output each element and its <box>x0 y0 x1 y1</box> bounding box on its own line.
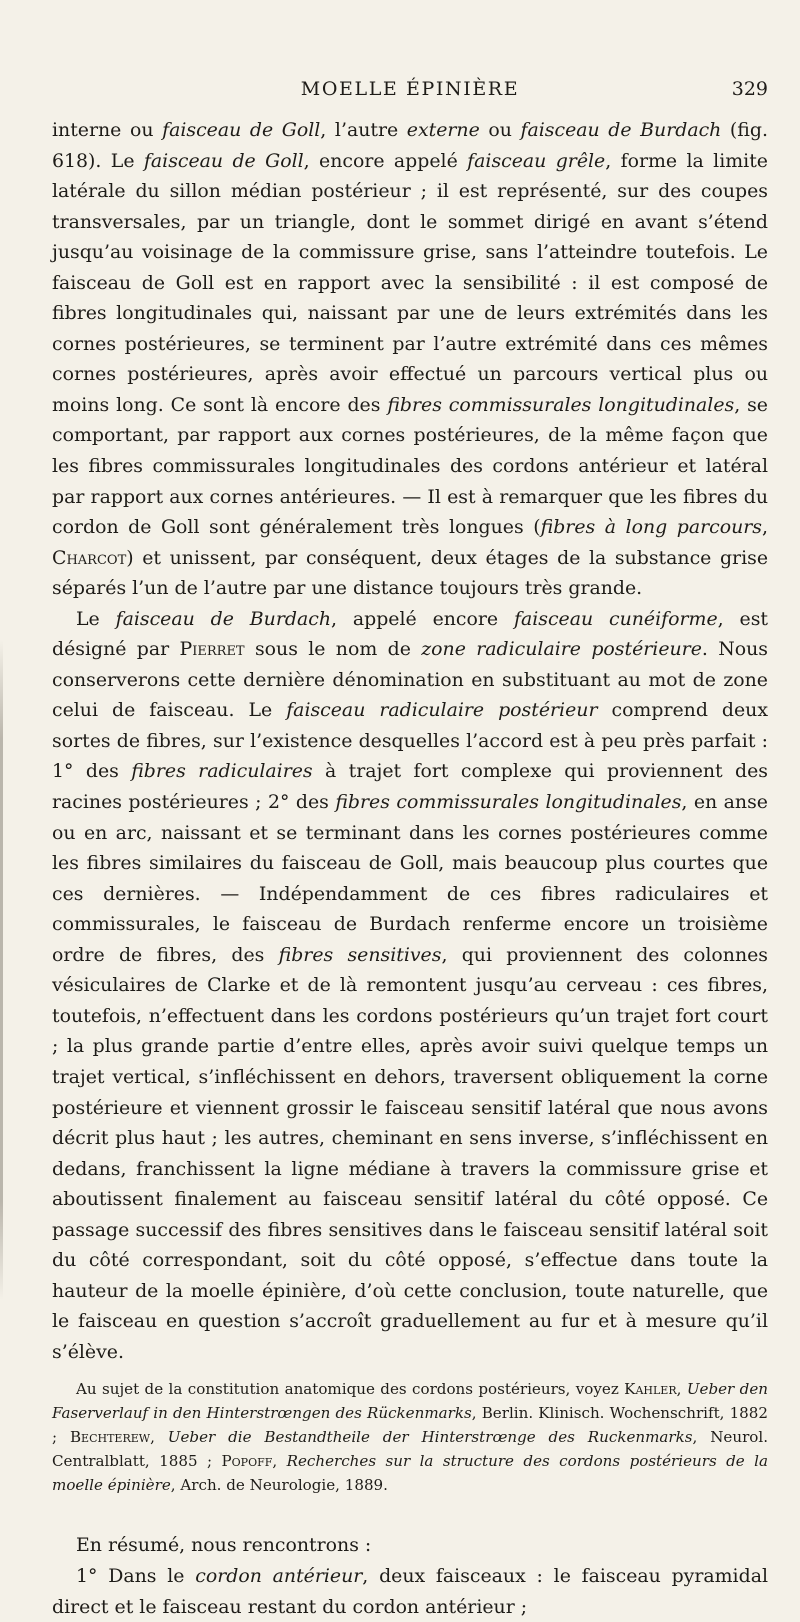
italic-term: faisceau cunéiforme <box>513 607 718 630</box>
summary-item-1 <box>52 1561 768 1622</box>
italic-term: fibres radiculaires <box>131 760 313 783</box>
text-run: , en anse ou en arc, naissant et se terminant dans les cornes postérieures comme les fibres similaires du faisceau de Goll, mais beaucoup plus courtes que ces dernières. — Indépendamment de ces fibres radiculaires et commissurales, le faisceau de Burdach renferme encore un troisième ordre de fibres, des <box>52 791 768 966</box>
text-run: (fig. 618). Le <box>52 119 768 172</box>
text-run: Le <box>76 607 116 630</box>
text-run: , deux faisceaux : le faisceau pyramidal direct et le faisceau restant du cordon antérieur ; <box>52 1564 768 1618</box>
italic-term: Ueber den Faserverlauf in den Hinterstrœngen des Rückenmarks <box>52 1380 768 1423</box>
italic-term: faisceau grêle <box>467 149 606 172</box>
text-run: En résumé, nous rencontrons : <box>76 1534 372 1557</box>
footnote <box>52 1377 768 1497</box>
text-run: , est désigné par <box>52 607 768 661</box>
text-run: à trajet fort complexe qui proviennent des racines postérieures ; 2° des <box>52 760 768 814</box>
text-run: , <box>762 516 769 539</box>
italic-term: zone radiculaire postérieure <box>421 638 702 661</box>
text-run: 1° Dans le <box>76 1564 196 1587</box>
text-run: ) et unissent, par conséquent, deux étages de la substance grise séparés l’un de l’autre par une distance toujours très grande. <box>52 546 768 600</box>
text-run: , appelé encore <box>330 607 514 630</box>
page-number: 329 <box>731 78 768 100</box>
text-run: comprend deux sortes de fibres, sur l’existence desquelles l’accord est à peu près parfait : 1° des <box>52 699 769 783</box>
author-name: Charcot <box>52 546 127 569</box>
author-name: Bechterew <box>69 1428 151 1447</box>
text-run: Au sujet de la constitution anatomique des cordons postérieurs, voyez <box>76 1380 625 1399</box>
paragraph-burdach <box>52 604 768 1368</box>
italic-term: fibres à long parcours <box>540 516 762 539</box>
text-run: , Berlin. Klinisch. Wochenschrift, 1882 ; <box>52 1404 768 1447</box>
author-name: Popoff <box>221 1452 273 1471</box>
text-run: , Arch. de Neurologie, 1889. <box>170 1476 388 1495</box>
text-run: , se comportant, par rapport aux cornes postérieures, de la même façon que les fibres commissurales longitudinales des cordons antérieur et latéral par rapport aux cornes antérieures. — Il est à remarquer que les fibres du cordon de Goll sont généralement très longues ( <box>52 393 768 539</box>
text-run: sous le nom de <box>244 638 422 661</box>
italic-term: Ueber die Bestandtheile der Hinterstrœnge des Ruckenmarks <box>167 1428 693 1447</box>
text-run: interne ou <box>52 119 163 141</box>
text-run: ou <box>479 119 521 141</box>
text-run: , Neurol. Centralblatt, 1885 ; <box>52 1428 769 1471</box>
italic-term: cordon antérieur <box>195 1564 363 1587</box>
italic-term: faisceau de Burdach <box>520 119 722 141</box>
page-header <box>52 78 768 102</box>
italic-term: faisceau de Goll <box>143 149 304 172</box>
text-run: , <box>150 1428 168 1447</box>
italic-term: Recherches sur la structure des cordons postérieurs de la moelle épinière <box>52 1452 768 1495</box>
body-text <box>52 115 768 1622</box>
italic-term: fibres commissurales longitudinales <box>335 791 682 814</box>
running-title: MOELLE ÉPINIÈRE <box>300 78 520 100</box>
text-run: . Nous conserverons cette dernière dénomination en substituant au mot de zone celui de faisceau. Le <box>52 638 768 722</box>
paragraph-goll <box>52 115 768 604</box>
text-run: , <box>676 1380 687 1399</box>
italic-term: externe <box>406 119 480 141</box>
text-run: , <box>272 1452 287 1471</box>
text-run: , qui proviennent des colonnes vésiculaires de Clarke et de là remontent jusqu’au cerveau : ces fibres, toutefois, n’effectuent dans les cordons postérieurs qu’un trajet fort court ; la plus grande partie d’entre elles, après avoir suivi quelque temps un trajet vertical, s’infléchissent en dehors, traversent obliquement la corne postérieure et viennent grossir le faisceau sensitif latéral que nous avons décrit plus haut ; les autres, cheminant en sens inverse, s’infléchissent en dedans, franchissent la ligne médiane à travers la commissure grise et aboutissent finalement au faisceau sensitif latéral du côté opposé. Ce passage successif des fibres sensitives dans le faisceau sensitif latéral soit du côté correspondant, soit du côté opposé, s’effectue dans toute la hauteur de la moelle épinière, d’où cette conclusion, toute naturelle, que le faisceau en question s’accroît graduellement au fur et à mesure qu’il s’élève. <box>52 943 768 1363</box>
italic-term: fibres commissurales longitudinales <box>387 393 735 416</box>
italic-term: faisceau de Goll <box>162 119 321 141</box>
scan-edge-shadow <box>0 640 3 1300</box>
italic-term: fibres sensitives <box>278 943 442 966</box>
summary-intro <box>52 1530 768 1561</box>
text-run: , forme la limite latérale du sillon médian postérieur ; il est représenté, sur des coupes transversales, par un triangle, dont le sommet dirigé en avant s’étend jusqu’au voisinage de la commissure grise, sans l’atteindre toutefois. Le faisceau de Goll est en rapport avec la sensibilité : il est composé de fibres longitudinales qui, naissant par une de leurs extrémités dans les cornes postérieures, se terminent par l’autre extrémité dans ces mêmes cornes postérieures, après avoir effectué un parcours vertical plus ou moins long. Ce sont là encore des <box>52 149 768 416</box>
italic-term: faisceau radiculaire postérieur <box>286 699 598 722</box>
author-name: Pierret <box>179 638 245 661</box>
italic-term: faisceau de Burdach <box>115 607 331 630</box>
text-run: , l’autre <box>320 119 407 141</box>
text-run: , encore appelé <box>303 149 468 172</box>
author-name: Kahler <box>624 1380 677 1399</box>
